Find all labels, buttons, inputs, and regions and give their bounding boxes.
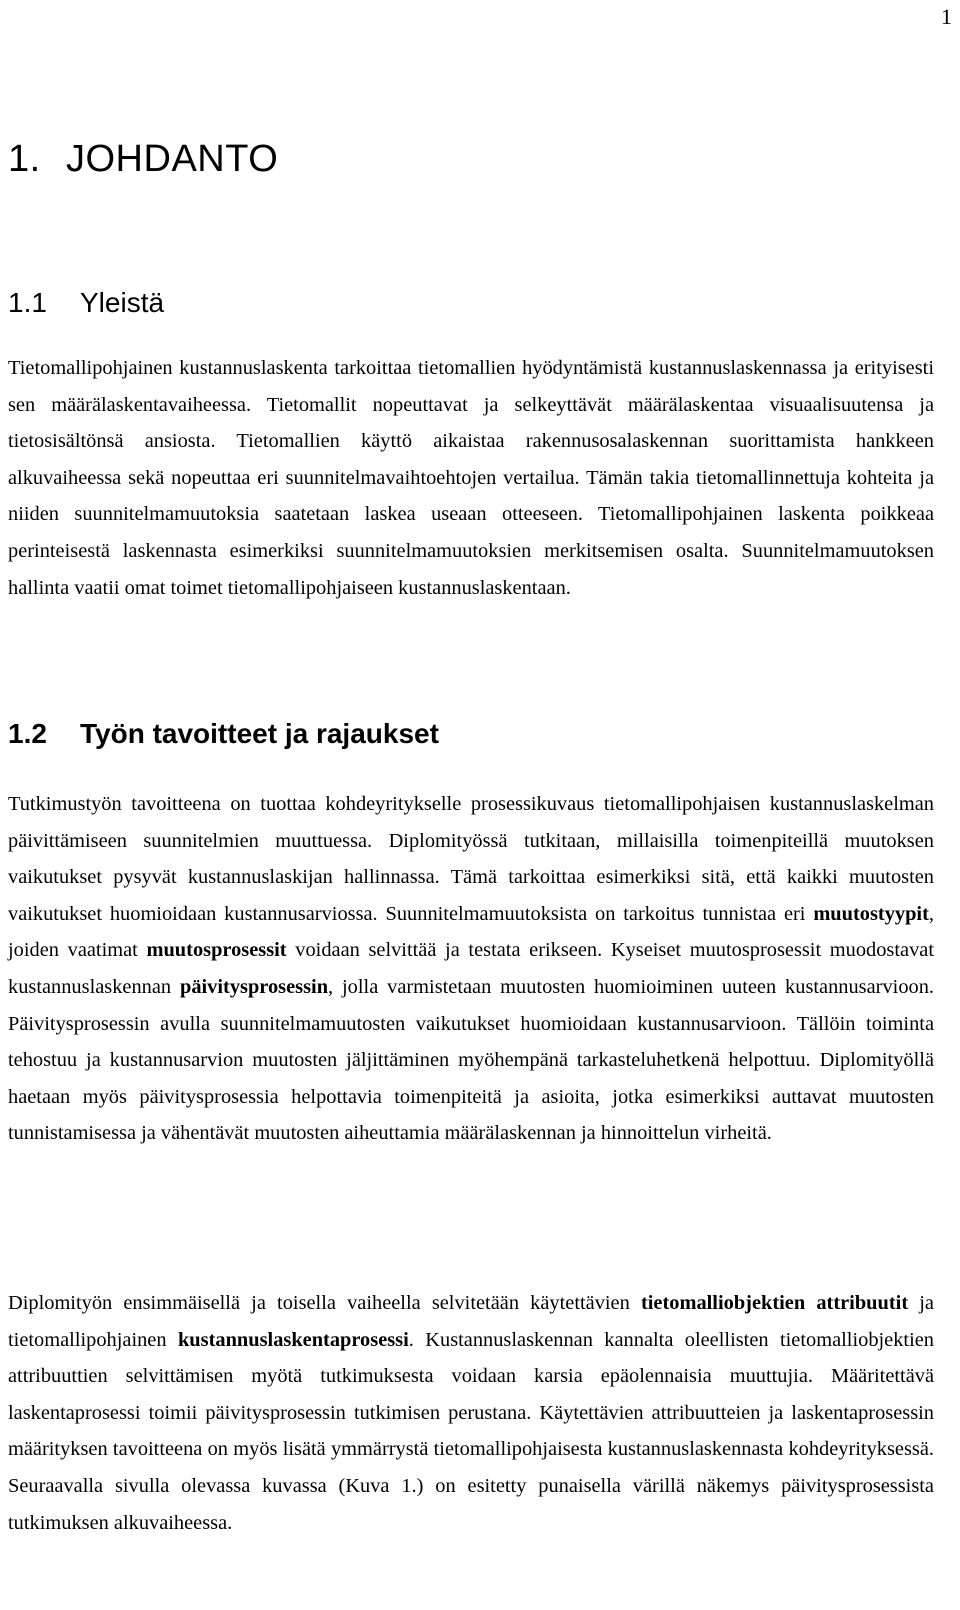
- bold-term: päivitysprosessin: [179, 975, 329, 998]
- text-run: , jolla varmistetaan muutosten huomioiminen uuteen kustannusarvioon. Päivitysprosessin avulla suunnitelmamuutosten vaikutukset huomioidaan kustannusarvioon. Tällöin toiminta tehostuu ja kustannusarvion muutosten jäljittäminen myöhempänä tarkasteluhetkenä helpottuu. Diplomityöllä haetaan myös päivitysprosessia helpottavia toimenpiteitä ja asioita, jotka esimerkiksi auttavat muutosten tunnistamisessa ja vähentävät muutosten aiheuttamia määrälaskennan ja hinnoittelun virheitä.: [8, 975, 935, 1145]
- text-run: voidaan selvittää ja testata erikseen. Kyseiset muutosprosessit muodostavat kustannuslaskennan: [8, 939, 934, 998]
- bold-term: kustannuslaskentaprosessi: [177, 1328, 409, 1351]
- section-1-2-paragraph-2: [8, 1285, 934, 1541]
- section-heading-1-2: [8, 718, 439, 750]
- section-heading-1-1: [8, 287, 164, 319]
- bold-term: muutosprosessit: [146, 939, 287, 962]
- text-run: Tutkimustyön tavoitteena on tuottaa kohdeyritykselle prosessikuvaus tietomallipohjaisen kustannuslaskelman päivittämiseen suunnitelmien muuttuessa. Diplomityössä tutkitaan, millaisilla toimenpiteillä muutoksen vaikutukset pysyvät kustannuslaskijan hallinnassa. Tämä tarkoittaa esimerkiksi sitä, että kaikki muutosten vaikutukset huomioidaan kustannusarviossa. Suunnitelmamuutoksista on tarkoitus tunnistaa eri: [8, 793, 934, 925]
- text-run: Diplomityön ensimmäisellä ja toisella vaiheella selvitetään käytettävien: [8, 1292, 641, 1314]
- chapter-heading: [8, 138, 278, 181]
- text-run: , joiden vaatimat: [8, 902, 934, 962]
- bold-term: muutostyypit: [813, 902, 929, 925]
- section-1-1-paragraph: Tietomallipohjainen kustannuslaskenta tarkoittaa tietomallien hyödyntämistä kustannuslaskennassa ja erityisesti sen määrälaskentavaiheessa. Tietomallit nopeuttavat ja selkeyttävät määrälaskentaa visuaalisuutensa ja tietosisältönsä ansiosta. Tietomallien käyttö aikaistaa rakennusosalaskennan suorittamista hankkeen alkuvaiheessa sekä nopeuttaa eri suunnitelmavaihtoehtojen vertailua. Tämän takia tietomallinnettuja kohteita ja niiden suunnitelmamuutoksia saatetaan laskea useaan otteeseen. Tietomallipohjainen laskenta poikkeaa perinteisestä laskennasta esimerkiksi suunnitelmamuutoksien merkitsemisen osalta. Suunnitelmamuutoksen hallinta vaatii omat toimet tietomallipohjaiseen kustannuslaskentaan.: [8, 357, 934, 599]
- section-1-2-paragraph-1: [8, 786, 934, 1152]
- chapter-title: JOHDANTO: [66, 138, 279, 180]
- text-run: ja tietomallipohjainen: [8, 1292, 934, 1351]
- section-number: 1.1: [8, 287, 47, 318]
- section-title: Työn tavoitteet ja rajaukset: [80, 718, 439, 749]
- chapter-number: 1.: [8, 138, 41, 180]
- section-number: 1.2: [8, 718, 47, 749]
- page-number: 1: [941, 4, 952, 29]
- section-title: Yleistä: [80, 287, 165, 318]
- text-run: . Kustannuslaskennan kannalta oleellisten tietomalliobjektien attribuuttien selvittämisen myötä tutkimuksesta voidaan karsia epäolennaisia muuttujia. Määritettävä laskentaprosessi toimii päivitysprosessin tutkimisen perustana. Käytettävien attribuutteien ja laskentaprosessin määrityksen tavoitteena on myös lisätä ymmärrystä tietomallipohjaisesta kustannuslaskennasta kohdeyrityksessä. Seuraavalla sivulla olevassa kuvassa (Kuva 1.) on esitetty punaisella värillä näkemys päivitysprosessista tutkimuksen alkuvaiheessa.: [8, 1328, 935, 1534]
- bold-term: tietomalliobjektien attribuutit: [640, 1292, 909, 1314]
